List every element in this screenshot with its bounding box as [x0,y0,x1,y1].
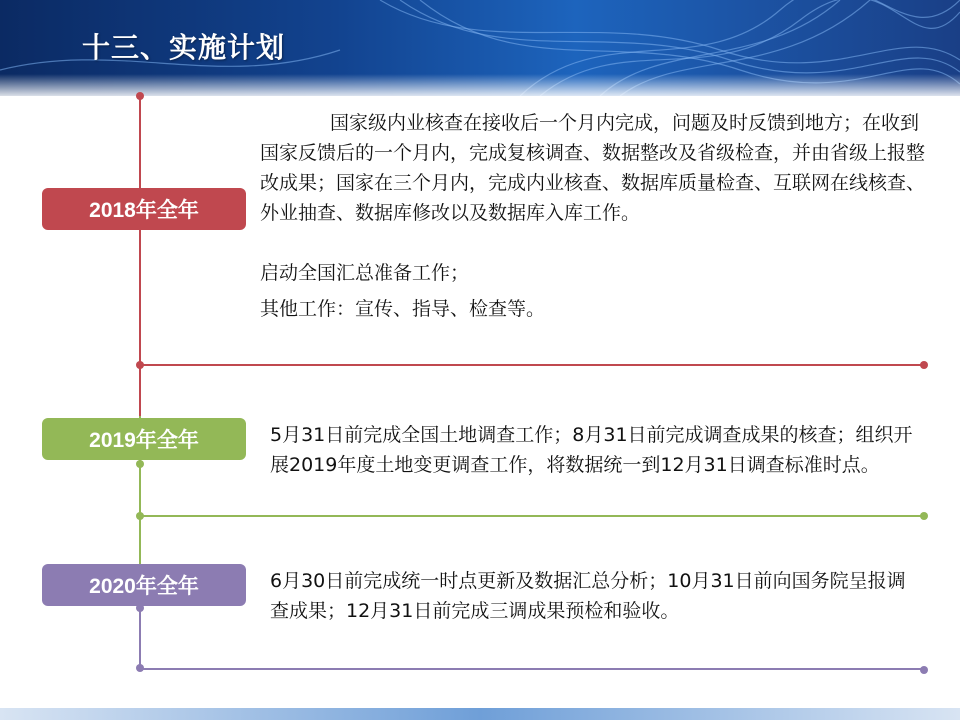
timeline-green-dot-mid [136,460,144,468]
plan-2018-paragraph-3: 其他工作：宣传、指导、检查等。 [260,298,546,320]
timeline-green-dot-end [920,512,928,520]
year-label-2019: 2019年全年 [42,418,246,460]
plan-2019-paragraph: 5月31日前完成全国土地调查工作；8月31日前完成调查成果的核查；组织开展2019年度土地变更调查工作，将数据统一到12月31日调查标准时点。 [270,424,913,476]
header-banner [0,0,960,96]
plan-2018-paragraph-1: 国家级内业核查在接收后一个月内完成，问题及时反馈到地方；在收到国家反馈后的一个月内，完成复核调查、数据整改及省级检查，并由省级上报整改成果；国家在三个月内，完成内业核查、数据库质量检查、互联网在线核查、外业抽查、数据库修改以及数据库入库工作。 [260,112,926,224]
header-fade [0,74,960,96]
timeline-purple-horizontal [140,668,926,670]
timeline-green-horizontal [140,515,926,517]
timeline-green-dot-start [136,512,144,520]
timeline-red-horizontal [140,364,926,366]
page-title: 十三、实施计划 [82,31,286,64]
plan-2020-paragraph: 6月30日前完成统一时点更新及数据汇总分析；10月31日前向国务院呈报调查成果；12月31日前完成三调成果预检和验收。 [270,570,906,622]
footer-bar [0,708,960,720]
timeline-purple-dot-end [920,666,928,674]
timeline-purple-dot-start [136,664,144,672]
plan-2018-paragraph-2: 启动全国汇总准备工作； [260,262,470,284]
year-label-2018: 2018年全年 [42,188,246,230]
timeline-red-dot-start [136,361,144,369]
timeline-red-dot-end [920,361,928,369]
timeline-red-dot-top [136,92,144,100]
year-label-2020: 2020年全年 [42,564,246,606]
